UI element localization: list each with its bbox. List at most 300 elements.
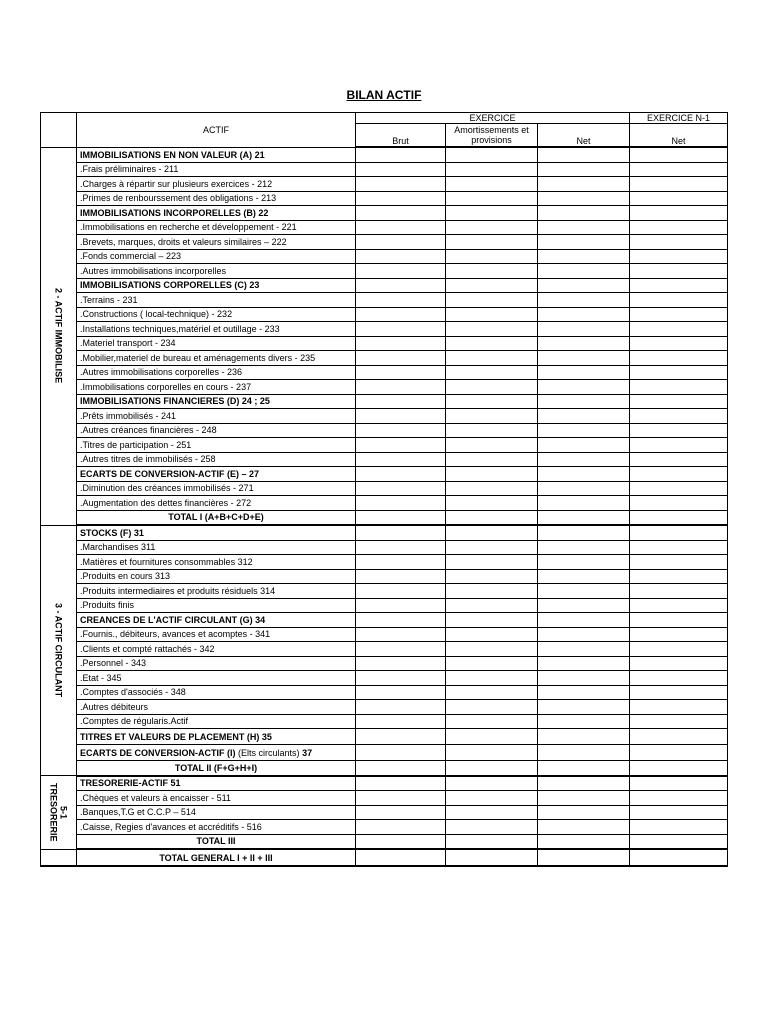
amort-cell[interactable] [446, 569, 538, 584]
row-label: .Produits finis [77, 598, 356, 613]
brut-cell[interactable] [356, 147, 446, 162]
net-prev-cell[interactable] [630, 264, 728, 279]
header-net: Net [538, 124, 630, 148]
amort-cell[interactable] [446, 394, 538, 409]
brut-cell[interactable] [356, 351, 446, 366]
net-prev-cell[interactable] [630, 307, 728, 322]
brut-cell[interactable] [356, 264, 446, 279]
row-label: .Comptes d'associés - 348 [77, 685, 356, 700]
total-row [41, 761, 728, 776]
net-prev-cell[interactable] [630, 791, 728, 806]
amort-cell[interactable] [446, 510, 538, 525]
amort-cell[interactable] [446, 805, 538, 820]
brut-cell[interactable] [356, 496, 446, 511]
net-prev-cell[interactable] [630, 642, 728, 657]
section-immobilise-label: 2 - ACTIF IMMOBILISE [53, 288, 64, 384]
table-row [41, 627, 728, 642]
row-label: .Constructions ( local-technique) - 232 [77, 307, 356, 322]
net-prev-cell[interactable] [630, 409, 728, 424]
row-label: .Mobilier,materiel de bureau et aménagements divers - 235 [77, 351, 356, 366]
amort-cell[interactable] [446, 791, 538, 806]
brut-cell[interactable] [356, 206, 446, 221]
net-prev-cell[interactable] [630, 293, 728, 308]
row-label: .Immobilisations en recherche et développement - 221 [77, 220, 356, 235]
amort-cell[interactable] [446, 220, 538, 235]
brut-cell[interactable] [356, 235, 446, 250]
table-row [41, 671, 728, 686]
row-label: .Autres débiteurs [77, 700, 356, 715]
amort-cell[interactable] [446, 467, 538, 482]
amort-cell[interactable] [446, 351, 538, 366]
brut-cell[interactable] [356, 805, 446, 820]
row-label: .Brevets, marques, droits et valeurs similaires – 222 [77, 235, 356, 250]
table-row [41, 745, 728, 761]
net-cell[interactable] [538, 380, 630, 395]
amort-cell[interactable] [446, 613, 538, 628]
amort-cell[interactable] [446, 671, 538, 686]
brut-cell[interactable] [356, 834, 446, 849]
net-cell[interactable] [538, 394, 630, 409]
net-cell[interactable] [538, 627, 630, 642]
net-cell[interactable] [538, 671, 630, 686]
row-label: TRESORERIE-ACTIF 51 [77, 776, 356, 791]
header-net-prev: Net [630, 124, 728, 148]
net-prev-cell[interactable] [630, 729, 728, 745]
net-cell[interactable] [538, 409, 630, 424]
brut-cell[interactable] [356, 438, 446, 453]
row-label: .Clients et compté rattachés - 342 [77, 642, 356, 657]
net-cell[interactable] [538, 438, 630, 453]
row-label: ECARTS DE CONVERSION-ACTIF (I) [80, 747, 236, 758]
net-cell[interactable] [538, 761, 630, 776]
table-row [41, 278, 728, 293]
net-cell[interactable] [538, 642, 630, 657]
brut-cell[interactable] [356, 776, 446, 791]
table-row [41, 791, 728, 806]
table-row [41, 220, 728, 235]
net-cell[interactable] [538, 598, 630, 613]
page-title: BILAN ACTIF [346, 88, 422, 102]
net-prev-cell[interactable] [630, 613, 728, 628]
net-prev-cell[interactable] [630, 336, 728, 351]
row-label: .Marchandises 311 [77, 540, 356, 555]
net-prev-cell[interactable] [630, 177, 728, 192]
amort-cell[interactable] [446, 322, 538, 337]
net-prev-cell[interactable] [630, 235, 728, 250]
net-prev-cell[interactable] [630, 598, 728, 613]
row-label: CREANCES DE L'ACTIF CIRCULANT (G) 34 [77, 613, 356, 628]
net-prev-cell[interactable] [630, 540, 728, 555]
net-prev-cell[interactable] [630, 671, 728, 686]
amort-cell[interactable] [446, 496, 538, 511]
header-amortissements: Amortissements et provisions [446, 124, 538, 148]
table-row [41, 496, 728, 511]
net-prev-cell[interactable] [630, 569, 728, 584]
amort-cell[interactable] [446, 249, 538, 264]
amort-cell[interactable] [446, 525, 538, 540]
row-label: .Chèques et valeurs à encaisser - 511 [77, 791, 356, 806]
amort-cell[interactable] [446, 293, 538, 308]
brut-cell[interactable] [356, 336, 446, 351]
net-cell[interactable] [538, 365, 630, 380]
net-cell[interactable] [538, 264, 630, 279]
row-label: .Personnel - 343 [77, 656, 356, 671]
brut-cell[interactable] [356, 656, 446, 671]
net-prev-cell[interactable] [630, 452, 728, 467]
net-prev-cell[interactable] [630, 438, 728, 453]
amort-cell[interactable] [446, 685, 538, 700]
section-circulant-label: 3 - ACTIF CIRCULANT [53, 603, 64, 698]
net-prev-cell[interactable] [630, 627, 728, 642]
table-row [41, 656, 728, 671]
net-prev-cell[interactable] [630, 162, 728, 177]
net-cell[interactable] [538, 177, 630, 192]
amort-cell[interactable] [446, 584, 538, 599]
brut-cell[interactable] [356, 394, 446, 409]
net-prev-cell[interactable] [630, 584, 728, 599]
amort-cell[interactable] [446, 177, 538, 192]
total-row [41, 510, 728, 525]
amort-cell[interactable] [446, 206, 538, 221]
net-cell[interactable] [538, 220, 630, 235]
amort-cell[interactable] [446, 481, 538, 496]
amort-cell[interactable] [446, 761, 538, 776]
section-immobilise [41, 147, 77, 525]
table-row [41, 409, 728, 424]
net-cell[interactable] [538, 206, 630, 221]
brut-cell[interactable] [356, 540, 446, 555]
row-label: .Produits en cours 313 [77, 569, 356, 584]
amort-cell[interactable] [446, 540, 538, 555]
row-label: IMMOBILISATIONS CORPORELLES (C) 23 [77, 278, 356, 293]
amort-cell[interactable] [446, 849, 538, 866]
row-label: .Terrains - 231 [77, 293, 356, 308]
net-prev-cell[interactable] [630, 776, 728, 791]
row-label: .Materiel transport - 234 [77, 336, 356, 351]
net-prev-cell[interactable] [630, 191, 728, 206]
header-blank-cell [41, 113, 77, 148]
table-row [41, 249, 728, 264]
amort-cell[interactable] [446, 191, 538, 206]
amort-cell[interactable] [446, 642, 538, 657]
row-label: .Primes de renbourssement des obligations - 213 [77, 191, 356, 206]
brut-cell[interactable] [356, 791, 446, 806]
net-cell[interactable] [538, 423, 630, 438]
brut-cell[interactable] [356, 177, 446, 192]
row-label: .Banques,T.G et C.C.P – 514 [77, 805, 356, 820]
net-prev-cell[interactable] [630, 206, 728, 221]
net-cell[interactable] [538, 729, 630, 745]
row-label: .Titres de participation - 251 [77, 438, 356, 453]
net-cell[interactable] [538, 162, 630, 177]
row-label: .Prêts immobilisés - 241 [77, 409, 356, 424]
table-row [41, 177, 728, 192]
brut-cell[interactable] [356, 555, 446, 570]
bilan-actif-table [40, 112, 728, 867]
row-label: .Charges à répartir sur plusieurs exercices - 212 [77, 177, 356, 192]
amort-cell[interactable] [446, 438, 538, 453]
net-cell[interactable] [538, 776, 630, 791]
net-prev-cell[interactable] [630, 820, 728, 835]
amort-cell[interactable] [446, 656, 538, 671]
row-label: .Comptes de régularis.Actif [77, 714, 356, 729]
total-2-label: TOTAL II (F+G+H+I) [77, 761, 356, 776]
net-prev-cell[interactable] [630, 249, 728, 264]
brut-cell[interactable] [356, 745, 446, 761]
brut-cell[interactable] [356, 409, 446, 424]
net-cell[interactable] [538, 147, 630, 162]
amort-cell[interactable] [446, 598, 538, 613]
net-cell[interactable] [538, 191, 630, 206]
table-row [41, 540, 728, 555]
net-cell[interactable] [538, 293, 630, 308]
net-cell[interactable] [538, 510, 630, 525]
row-label: .Installations techniques,matériel et outillage - 233 [77, 322, 356, 337]
brut-cell[interactable] [356, 481, 446, 496]
row-label: IMMOBILISATIONS FINANCIERES (D) 24 ; 25 [77, 394, 356, 409]
amort-cell[interactable] [446, 278, 538, 293]
table-row [41, 820, 728, 835]
brut-cell[interactable] [356, 598, 446, 613]
brut-cell[interactable] [356, 423, 446, 438]
brut-cell[interactable] [356, 249, 446, 264]
table-row [41, 206, 728, 221]
row-note-num: 37 [302, 747, 313, 758]
brut-cell[interactable] [356, 525, 446, 540]
brut-cell[interactable] [356, 685, 446, 700]
net-prev-cell[interactable] [630, 467, 728, 482]
row-ecarts-circulant [77, 745, 356, 761]
brut-cell[interactable] [356, 293, 446, 308]
brut-cell[interactable] [356, 278, 446, 293]
net-cell[interactable] [538, 685, 630, 700]
header-exercice: EXERCICE [356, 113, 630, 124]
row-label: .Autres créances financières - 248 [77, 423, 356, 438]
table-row [41, 191, 728, 206]
brut-cell[interactable] [356, 510, 446, 525]
table-row [41, 685, 728, 700]
table-row [41, 569, 728, 584]
net-prev-cell[interactable] [630, 745, 728, 761]
net-prev-cell[interactable] [630, 147, 728, 162]
amort-cell[interactable] [446, 452, 538, 467]
net-prev-cell[interactable] [630, 423, 728, 438]
amort-cell[interactable] [446, 147, 538, 162]
net-cell[interactable] [538, 452, 630, 467]
brut-cell[interactable] [356, 820, 446, 835]
table-row [41, 613, 728, 628]
brut-cell[interactable] [356, 613, 446, 628]
row-label: .Autres immobilisations corporelles - 236 [77, 365, 356, 380]
section-tresorerie-label: 5-1 TRESORERIE [48, 782, 69, 842]
amort-cell[interactable] [446, 729, 538, 745]
net-cell[interactable] [538, 849, 630, 866]
net-prev-cell[interactable] [630, 761, 728, 776]
amort-cell[interactable] [446, 555, 538, 570]
grand-total-row [41, 849, 728, 866]
header-exercice-prev: EXERCICE N-1 [630, 113, 728, 124]
brut-cell[interactable] [356, 584, 446, 599]
total-row [41, 834, 728, 849]
net-prev-cell[interactable] [630, 220, 728, 235]
net-cell[interactable] [538, 278, 630, 293]
table-row [41, 438, 728, 453]
net-prev-cell[interactable] [630, 525, 728, 540]
brut-cell[interactable] [356, 365, 446, 380]
net-cell[interactable] [538, 700, 630, 715]
amort-cell[interactable] [446, 820, 538, 835]
brut-cell[interactable] [356, 191, 446, 206]
net-cell[interactable] [538, 569, 630, 584]
amort-cell[interactable] [446, 627, 538, 642]
net-prev-cell[interactable] [630, 555, 728, 570]
net-prev-cell[interactable] [630, 685, 728, 700]
brut-cell[interactable] [356, 467, 446, 482]
table-row [41, 351, 728, 366]
amort-cell[interactable] [446, 834, 538, 849]
net-cell[interactable] [538, 307, 630, 322]
brut-cell[interactable] [356, 729, 446, 745]
table-row [41, 525, 728, 540]
table-row [41, 467, 728, 482]
net-prev-cell[interactable] [630, 849, 728, 866]
net-cell[interactable] [538, 656, 630, 671]
amort-cell[interactable] [446, 235, 538, 250]
table-row [41, 481, 728, 496]
net-cell[interactable] [538, 322, 630, 337]
net-cell[interactable] [538, 820, 630, 835]
amort-cell[interactable] [446, 307, 538, 322]
net-cell[interactable] [538, 834, 630, 849]
amort-cell[interactable] [446, 365, 538, 380]
table-row [41, 147, 728, 162]
row-label: .Frais préliminaires - 211 [77, 162, 356, 177]
net-cell[interactable] [538, 555, 630, 570]
brut-cell[interactable] [356, 700, 446, 715]
net-prev-cell[interactable] [630, 714, 728, 729]
net-prev-cell[interactable] [630, 700, 728, 715]
amort-cell[interactable] [446, 336, 538, 351]
amort-cell[interactable] [446, 714, 538, 729]
brut-cell[interactable] [356, 642, 446, 657]
net-cell[interactable] [538, 496, 630, 511]
brut-cell[interactable] [356, 220, 446, 235]
table-row [41, 394, 728, 409]
net-cell[interactable] [538, 467, 630, 482]
net-cell[interactable] [538, 351, 630, 366]
net-prev-cell[interactable] [630, 834, 728, 849]
amort-cell[interactable] [446, 264, 538, 279]
table-row [41, 452, 728, 467]
table-row [41, 162, 728, 177]
amort-cell[interactable] [446, 745, 538, 761]
amort-cell[interactable] [446, 700, 538, 715]
table-row [41, 805, 728, 820]
brut-cell[interactable] [356, 671, 446, 686]
net-prev-cell[interactable] [630, 394, 728, 409]
net-prev-cell[interactable] [630, 365, 728, 380]
row-label: IMMOBILISATIONS EN NON VALEUR (A) 21 [77, 147, 356, 162]
brut-cell[interactable] [356, 380, 446, 395]
net-prev-cell[interactable] [630, 481, 728, 496]
net-prev-cell[interactable] [630, 278, 728, 293]
table-row [41, 714, 728, 729]
table-row [41, 365, 728, 380]
total-1-label: TOTAL I (A+B+C+D+E) [77, 510, 356, 525]
table-row [41, 642, 728, 657]
amort-cell[interactable] [446, 380, 538, 395]
amort-cell[interactable] [446, 423, 538, 438]
net-cell[interactable] [538, 336, 630, 351]
row-label: .Autres immobilisations incorporelles [77, 264, 356, 279]
table-row [41, 423, 728, 438]
brut-cell[interactable] [356, 761, 446, 776]
brut-cell[interactable] [356, 322, 446, 337]
table-row [41, 700, 728, 715]
net-prev-cell[interactable] [630, 351, 728, 366]
net-prev-cell[interactable] [630, 496, 728, 511]
row-label: .Augmentation des dettes financières - 272 [77, 496, 356, 511]
net-cell[interactable] [538, 481, 630, 496]
net-prev-cell[interactable] [630, 805, 728, 820]
table-row [41, 776, 728, 791]
brut-cell[interactable] [356, 452, 446, 467]
table-row [41, 307, 728, 322]
row-label: .Caisse, Regies d'avances et accréditifs - 516 [77, 820, 356, 835]
net-cell[interactable] [538, 714, 630, 729]
table-row [41, 293, 728, 308]
net-prev-cell[interactable] [630, 656, 728, 671]
amort-cell[interactable] [446, 409, 538, 424]
amort-cell[interactable] [446, 162, 538, 177]
net-prev-cell[interactable] [630, 380, 728, 395]
row-label: .Fournis., débiteurs, avances et acomptes - 341 [77, 627, 356, 642]
net-cell[interactable] [538, 540, 630, 555]
table-row [41, 598, 728, 613]
brut-cell[interactable] [356, 714, 446, 729]
grand-total-blank [41, 849, 77, 866]
table-row [41, 264, 728, 279]
brut-cell[interactable] [356, 307, 446, 322]
brut-cell[interactable] [356, 849, 446, 866]
net-cell[interactable] [538, 525, 630, 540]
net-cell[interactable] [538, 584, 630, 599]
net-cell[interactable] [538, 235, 630, 250]
grand-total-label: TOTAL GENERAL I + II + III [77, 849, 356, 866]
brut-cell[interactable] [356, 627, 446, 642]
amort-cell[interactable] [446, 776, 538, 791]
net-cell[interactable] [538, 791, 630, 806]
total-3-label: TOTAL III [77, 834, 356, 849]
net-cell[interactable] [538, 805, 630, 820]
row-label: IMMOBILISATIONS INCORPORELLES (B) 22 [77, 206, 356, 221]
row-note: (Elts circulants) [238, 747, 300, 758]
net-cell[interactable] [538, 613, 630, 628]
net-cell[interactable] [538, 745, 630, 761]
table-row [41, 729, 728, 745]
row-label: .Produits intermediaires et produits résiduels 314 [77, 584, 356, 599]
table-row [41, 336, 728, 351]
net-prev-cell[interactable] [630, 322, 728, 337]
brut-cell[interactable] [356, 162, 446, 177]
net-cell[interactable] [538, 249, 630, 264]
brut-cell[interactable] [356, 569, 446, 584]
row-label: .Diminution des créances immobilisés - 271 [77, 481, 356, 496]
row-label: STOCKS (F) 31 [77, 525, 356, 540]
table-row [41, 235, 728, 250]
net-prev-cell[interactable] [630, 510, 728, 525]
table-row [41, 555, 728, 570]
